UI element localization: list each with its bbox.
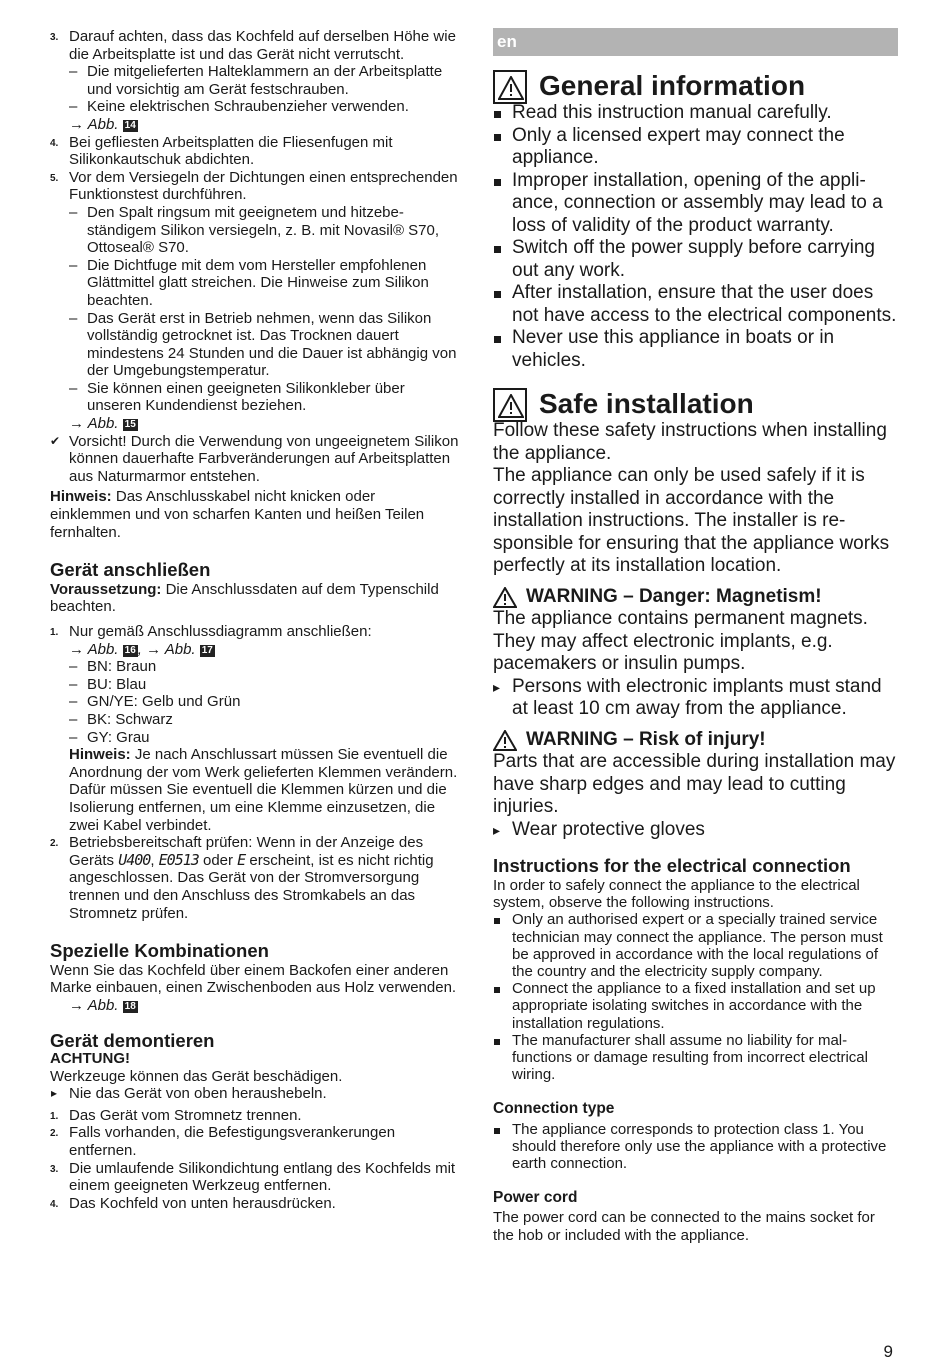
left-column: [50, 28, 460, 1212]
list-item: Only a licensed expert may connect the appliance.: [493, 125, 898, 170]
list-item: Connect the appliance to a fixed installation and set up appropriate isolating switches in accordance with the installation regulations.: [493, 980, 898, 1032]
remove-step-1: 1. Das Gerät vom Stromnetz trennen.: [50, 1106, 302, 1124]
sub-item: – Die mitgelieferten Halteklammern an der Arbeitsplatte und vorsichtig am Gerät festschrauben.: [50, 63, 460, 98]
paragraph: The appliance can only be used safely if it is correctly installed in accordance with the installation instructions. The installer is responsible for ensuring that the appliance works perfectly at its installation location.: [493, 465, 890, 576]
warning-text: The appliance contains permanent magnets. They may affect electronic implants, e.g. pacemakers or insulin pumps.: [493, 608, 868, 674]
warning-action: ▸ Persons with electronic implants must stand at least 10 cm away from the appliance.: [493, 676, 898, 721]
sub-item: – Die Dichtfuge mit dem vom Hersteller empfohlenen Glättmittel glatt streichen. Die Hinweise zum Silikon beachten.: [50, 257, 460, 310]
step-5: 5. Vor dem Versiegeln der Dichtungen einen entsprechenden Funktionstest durchführen.: [50, 168, 458, 204]
figure-reference: → Abb. 16 , → Abb. 17: [69, 640, 213, 658]
figure-reference: → Abb. 14: [69, 115, 136, 133]
attention-label: ACHTUNG!: [50, 1050, 130, 1068]
section-title-special: Spezielle Kombinationen: [50, 940, 269, 962]
attention-action: ▸ Nie das Gerät von oben heraushebeln.: [50, 1085, 460, 1103]
sub-item: – Sie können einen geeigneten Silikonkleber über unseren Kundendienst beziehen.: [50, 380, 460, 415]
list-item: The appliance corresponds to protection class 1. You should therefore only use the appliance with a protective earth connection.: [493, 1121, 898, 1173]
step-3: 3. Darauf achten, dass das Kochfeld auf derselben Höhe wie die Arbeitsplatte ist und das Gerät nicht verrutscht.: [50, 28, 456, 63]
list-item: Read this instruction manual carefully.: [493, 102, 898, 125]
hint-paragraph: Hinweis: Je nach Anschlussart müssen Sie eventuell die Anordnung der vom Werk gelieferten Klemmen verändern. Dafür müssen Sie eventuell die Klemmen kürzen und die Isolierung entfernen, um eine Klemme einzusetzen, die zwei Kabel verbindet.: [69, 746, 458, 834]
figure-reference: → Abb. 15: [69, 415, 136, 433]
wire-color: – BN: Braun: [50, 658, 460, 676]
list-item: After installation, ensure that the user does not have access to the electrical components.: [493, 282, 898, 327]
wire-color: – BU: Blau: [50, 676, 460, 694]
warning-action: ▸ Wear protective gloves: [493, 819, 898, 842]
remove-step-3: 3. Die umlaufende Silikondichtung entlang des Kochfelds mit einem geeigneten Werkzeug entfernen.: [50, 1159, 456, 1195]
remove-step-4: 4. Das Kochfeld von unten herausdrücken.: [50, 1194, 336, 1212]
section-title-safe: Safe installation: [493, 388, 898, 420]
sub-item: – Keine elektrischen Schraubenzieher verwenden.: [50, 98, 460, 116]
section-title-connect: Gerät anschließen: [50, 559, 211, 581]
special-paragraph: Wenn Sie das Kochfeld über einem Backofen einer anderen Marke einbauen, einen Zwischenboden aus Holz verwenden.: [50, 961, 457, 997]
language-bar: en: [493, 28, 898, 56]
figure-badge: 15: [124, 419, 136, 431]
warning-text: Parts that are accessible during installation may have sharp edges and may lead to cutting injuries.: [493, 751, 896, 817]
wire-color: – GN/YE: Gelb und Grün: [50, 693, 460, 711]
subsection-title: Power cord: [493, 1189, 578, 1207]
wire-color: – BK: Schwarz: [50, 711, 460, 729]
section-title-electrical: Instructions for the electrical connection: [493, 855, 851, 876]
warning-triangle-icon: [493, 730, 517, 751]
step-4: 4. Bei gefliesten Arbeitsplatten die Fliesenfugen mit Silikonkautschuk abdichten.: [50, 133, 393, 169]
attention-text: Werkzeuge können das Gerät beschädigen.: [50, 1067, 343, 1085]
figure-reference: → Abb. 18: [69, 996, 136, 1014]
page-number: 9: [883, 1342, 893, 1361]
electrical-section: [493, 877, 898, 1244]
right-column: [493, 28, 898, 1244]
warning-icon: [493, 70, 527, 104]
section-title-general: General information: [493, 70, 898, 102]
warning-heading: WARNING – Risk of injury!: [493, 729, 898, 752]
connect-step-2: 2. Betriebsbereitschaft prüfen: Wenn in der Anzeige des Geräts U400, E0513 oder E erscheint, ist es nicht richtig angeschlossen. Das Gerät von der Stromversorgung trennen und den Anschluss des Stromkabels an das Stromnetz prüfen.: [50, 834, 434, 922]
hint-paragraph: Hinweis: Das Anschlusskabel nicht knicken oder einklemmen und von scharfen Kanten und heißen Teilen fernhalten.: [50, 488, 425, 541]
section-title-remove: Gerät demontieren: [50, 1030, 215, 1052]
paragraph: The power cord can be connected to the mains socket for the hob or included with the appliance.: [493, 1209, 875, 1244]
prerequisite: Voraussetzung: Die Anschlussdaten auf dem Typenschild beachten.: [50, 580, 439, 616]
list-item: Never use this appliance in boats or in vehicles.: [493, 327, 898, 372]
paragraph: Follow these safety instructions when installing the appliance.: [493, 420, 887, 464]
sub-item: – Das Gerät erst in Betrieb nehmen, wenn das Silikon vollständig getrocknet ist. Das Trocknen dauert mindestens 24 Stunden und die Dauer ist abhängig von der Umgebungstemperatur.: [50, 310, 460, 380]
wire-color: – GY: Grau: [50, 729, 460, 747]
list-item: Only an authorised expert or a specially trained service technician may connect the appliance. The person must be approved in accordance with the local regulations of the country and the electricity supply company.: [493, 911, 898, 980]
figure-badge: 14: [124, 119, 136, 131]
caution-note: ✔ Vorsicht! Durch die Verwendung von ungeeignetem Silikon können dauerhafte Farbveränderungen auf Arbeitsplatten aus Naturmarmor entstehen.: [50, 433, 460, 486]
list-item: The manufacturer shall assume no liability for malfunctions or damage resulting from incorrect electrical wiring.: [493, 1032, 898, 1084]
warning-heading: WARNING – Danger: Magnetism!: [493, 586, 898, 609]
remove-step-2: 2. Falls vorhanden, die Befestigungsverankerungen entfernen.: [50, 1124, 396, 1160]
list-item: Switch off the power supply before carrying out any work.: [493, 237, 898, 282]
sub-item: – Den Spalt ringsum mit geeignetem und hitzebeständigem Silikon versiegeln, z. B. mit Novasil® S70, Ottoseal® S70.: [50, 204, 460, 257]
connect-step-1: 1. Nur gemäß Anschlussdiagramm anschließen:: [50, 623, 372, 640]
paragraph: In order to safely connect the appliance to the electrical system, observe the following instructions.: [493, 877, 860, 912]
warning-icon: [493, 388, 527, 422]
list-item: Improper installation, opening of the appliance, connection or assembly may lead to a loss of validity of the product warranty.: [493, 170, 898, 238]
subsection-title: Connection type: [493, 1100, 615, 1118]
warning-triangle-icon: [493, 587, 517, 608]
